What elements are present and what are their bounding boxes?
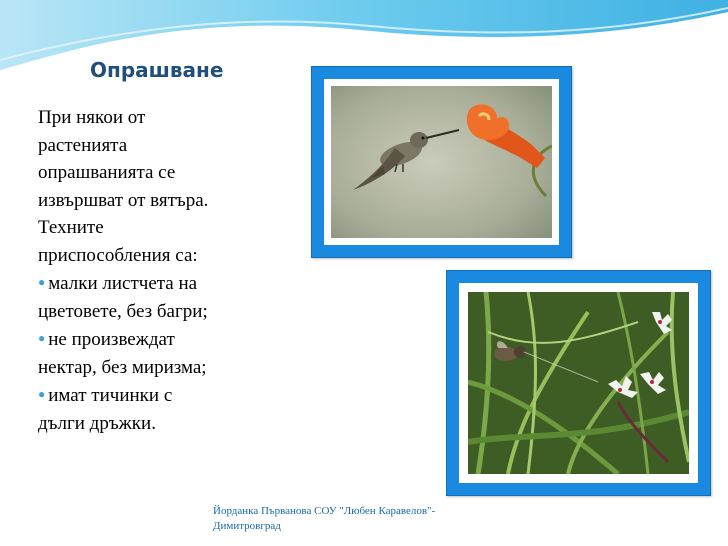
bullet-text: малки листчета на	[48, 273, 198, 294]
bullet-item	[38, 381, 278, 410]
footer-author-line: Йорданка Първанова СОУ "Любен Каравелов"-	[213, 505, 436, 517]
footer-town-line: Димитровград	[213, 520, 281, 532]
slide-body	[38, 104, 278, 437]
paragraph-line: Техните	[38, 217, 104, 238]
hummingbird-photo	[331, 86, 552, 238]
paragraph-line: растенията	[38, 134, 128, 156]
slide-footer	[213, 504, 435, 534]
hummingbird-photo-frame	[311, 66, 572, 258]
bullet-continuation: нектар, без миризма;	[38, 356, 207, 378]
slide-title: Опрашване	[90, 58, 224, 82]
fly-on-flower-photo	[468, 292, 689, 474]
paragraph-line: При някои от	[38, 107, 146, 128]
bullet-icon: ●	[38, 275, 46, 289]
bullet-icon: ●	[38, 331, 46, 345]
bullet-text: имат тичинки с	[48, 385, 173, 406]
bullet-icon: ●	[38, 387, 46, 401]
paragraph-line: приспособления са:	[38, 244, 198, 266]
bullet-text: не произвеждат	[48, 329, 175, 350]
bullet-item	[38, 269, 278, 298]
bullet-item	[38, 325, 278, 354]
paragraph-line: опрашванията се	[38, 162, 176, 183]
fly-photo-frame	[446, 270, 711, 496]
bullet-continuation: цветовете, без багри;	[38, 300, 208, 322]
paragraph-line: извършват от вятъра.	[38, 189, 209, 211]
bullet-continuation: дълги дръжки.	[38, 412, 156, 434]
